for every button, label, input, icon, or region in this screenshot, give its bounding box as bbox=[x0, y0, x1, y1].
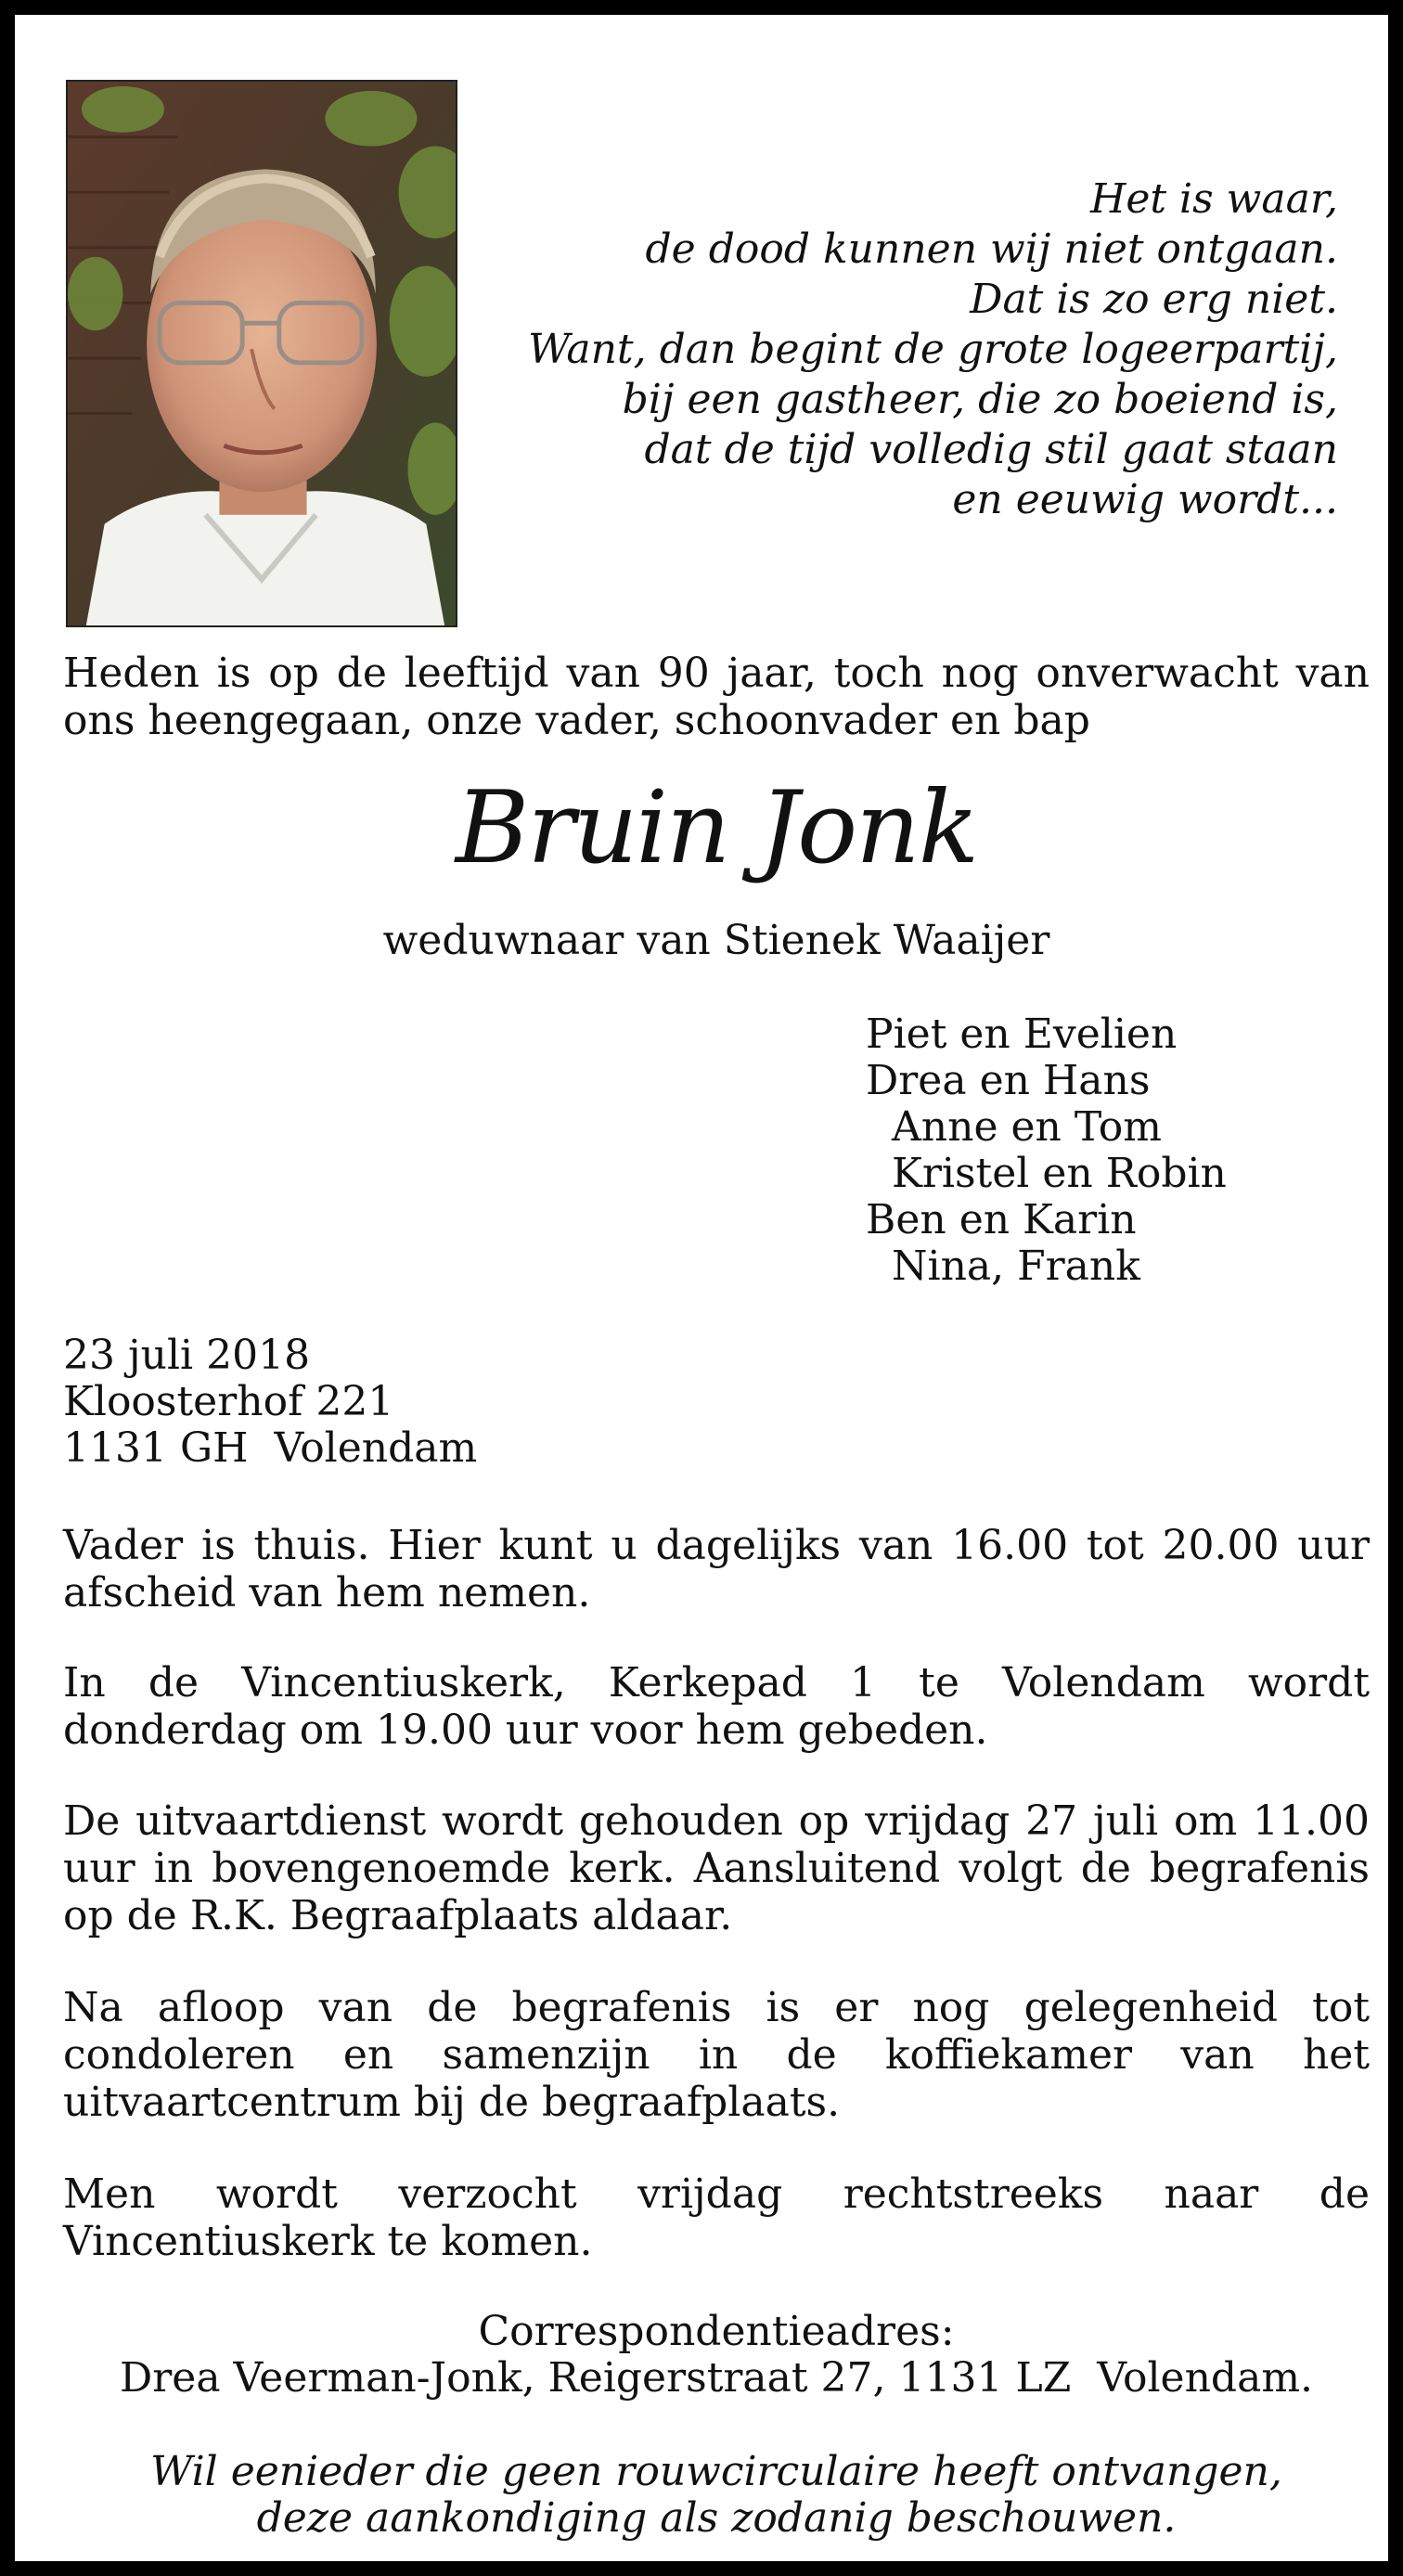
poem-line: de dood kunnen wij niet ontgaan. bbox=[645, 225, 1338, 273]
home-address bbox=[63, 1333, 1370, 1472]
family-member: Kristel en Robin bbox=[892, 1150, 1227, 1197]
address-date: 23 juli 2018 bbox=[63, 1332, 311, 1379]
paragraph-condolence: Na afloop van de begrafenis is er nog gelegenheid tot condoleren en samenzijn in de koffiekamer van het uitvaartcentrum bij de begraafplaats. bbox=[63, 1984, 1370, 2126]
intro-text: Heden is op de leeftijd van 90 jaar, toch nog onverwacht van ons heengegaan, onze vader, schoonvader en bap bbox=[63, 650, 1370, 744]
poem-line: Dat is zo erg niet. bbox=[970, 276, 1338, 323]
poem bbox=[457, 174, 1338, 525]
family-member: Anne en Tom bbox=[892, 1103, 1162, 1151]
family-member: Nina, Frank bbox=[892, 1243, 1140, 1290]
family-member: Drea en Hans bbox=[866, 1057, 1151, 1104]
correspondence-address: Drea Veerman-Jonk, Reigerstraat 27, 1131 LZ Volendam. bbox=[119, 2354, 1314, 2402]
family-member: Piet en Evelien bbox=[866, 1011, 1178, 1058]
closing-line: Wil eenieder die geen rouwcirculaire heeft ontvangen, bbox=[150, 2448, 1282, 2495]
poem-line: bij een gastheer, die zo boeiend is, bbox=[622, 376, 1338, 423]
portrait-photo bbox=[66, 80, 457, 627]
correspondence-label: Correspondentieadres: bbox=[478, 2308, 955, 2355]
family-member: Ben en Karin bbox=[866, 1196, 1137, 1243]
address-street: Kloosterhof 221 bbox=[63, 1378, 394, 1425]
deceased-name: Bruin Jonk bbox=[455, 770, 978, 886]
paragraph-prayer: In de Vincentiuskerk, Kerkepad 1 te Volendam wordt donderdag om 19.00 uur voor hem gebeden. bbox=[63, 1659, 1370, 1754]
paragraph-funeral: De uitvaartdienst wordt gehouden op vrijdag 27 juli om 11.00 uur in bovengenoemde kerk. Aansluitend volgt de begrafenis op de R.K. Begraafplaats aldaar. bbox=[63, 1797, 1370, 1939]
portrait-image bbox=[68, 82, 456, 625]
paragraph-visiting: Vader is thuis. Hier kunt u dagelijks van 16.00 tot 20.00 uur afscheid van hem nemen. bbox=[63, 1522, 1370, 1616]
poem-line: dat de tijd volledig stil gaat staan bbox=[644, 426, 1338, 473]
closing-line: deze aankondiging als zodanig beschouwen. bbox=[256, 2494, 1177, 2542]
paragraph-request: Men wordt verzocht vrijdag rechtstreeks naar de Vincentiuskerk te komen. bbox=[63, 2170, 1370, 2265]
widower-line: weduwnaar van Stienek Waaijer bbox=[382, 917, 1050, 964]
poem-line: Want, dan begint de grote logeerpartij, bbox=[527, 326, 1338, 373]
poem-line: en eeuwig wordt... bbox=[952, 476, 1338, 523]
address-city: 1131 GH Volendam bbox=[63, 1424, 478, 1472]
poem-line: Het is waar, bbox=[1089, 175, 1338, 223]
family-list bbox=[866, 1011, 1227, 1290]
